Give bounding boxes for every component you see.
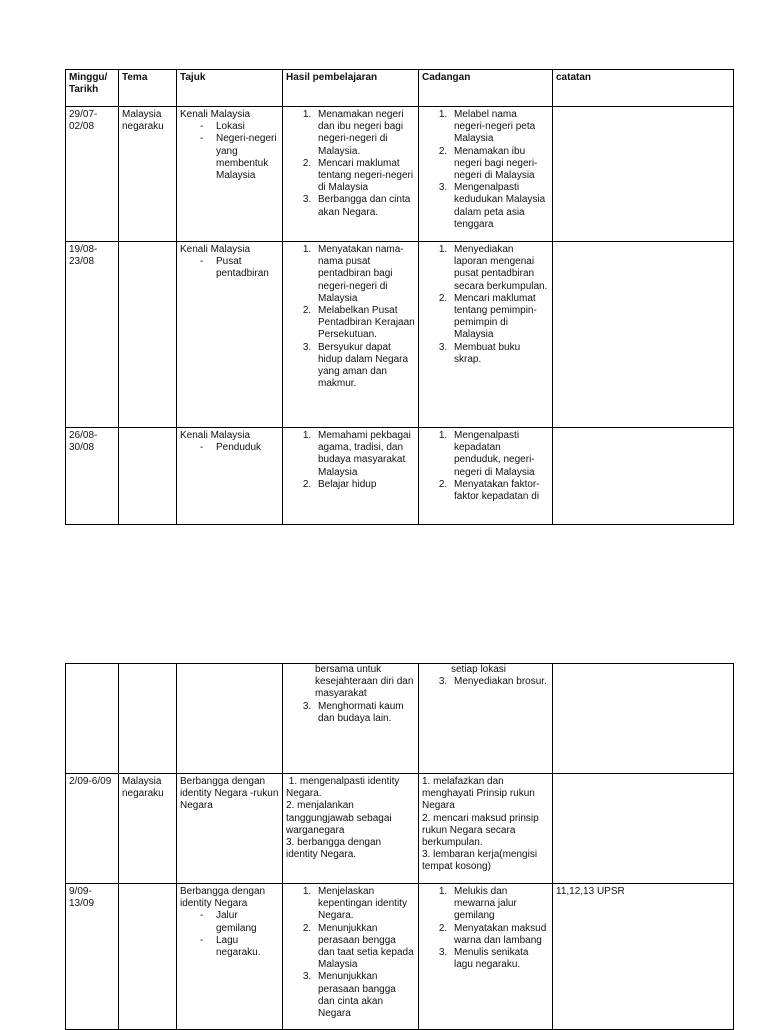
hasil-line: 1. mengenalpasti identity Negara.: [286, 776, 403, 800]
list-item: - Jalur gemilang: [200, 910, 279, 934]
hasil-list: [286, 886, 415, 1020]
list-item: 3. Menunjukkan perasaan bangga dan cinta akan Negara: [314, 971, 415, 1020]
cell-catatan: [553, 428, 734, 525]
tajuk-title: Kenali Malaysia: [180, 430, 251, 441]
cell-tarikh: [66, 664, 119, 774]
table-row: [66, 884, 734, 1030]
list-item: 1. Melukis dan mewarna jalur gemilang: [450, 886, 549, 923]
cell-cadangan: [419, 242, 553, 428]
header-catatan: catatan: [553, 70, 734, 107]
cell-hasil: [283, 428, 419, 525]
list-item: 2. Menyatakan maksud warna dan lambang: [450, 923, 549, 947]
tajuk-list: [180, 910, 279, 959]
tajuk-list: [180, 121, 279, 182]
hasil-list: [286, 109, 415, 219]
list-item: 2. Belajar hidup: [314, 479, 415, 491]
tajuk-title: Berbangga dengan identity Negara: [180, 886, 266, 910]
table-row-continuation: [66, 664, 734, 774]
hasil-line: 3. berbangga dengan identity Negara.: [286, 837, 382, 861]
cadangan-list: [422, 109, 549, 231]
cadangan-line: 2. mencari maksud prinsip rukun Negara secara berkumpulan.: [422, 812, 539, 849]
table-row: [66, 774, 734, 884]
list-item: 2. Melabelkan Pusat Pentadbiran Kerajaan Persekutuan.: [314, 305, 415, 342]
cell-cadangan: [419, 884, 553, 1030]
tajuk-list: [180, 442, 279, 454]
cell-cadangan: [419, 428, 553, 525]
cell-hasil: [283, 884, 419, 1030]
list-item: 2. Menyatakan faktor-faktor kepadatan di: [450, 479, 549, 503]
list-item: 3. Mengenalpasti kedudukan Malaysia dalam peta asia tenggara: [450, 182, 549, 231]
list-item: - Penduduk: [200, 442, 279, 454]
cell-tajuk: [177, 242, 283, 428]
list-item: - Pusat pentadbiran: [200, 256, 279, 280]
cell-catatan: [553, 107, 734, 242]
cell-hasil: [283, 242, 419, 428]
tajuk-title: Kenali Malaysia: [180, 109, 251, 120]
cell-tema: [119, 884, 177, 1030]
list-item: - Lagu negaraku.: [200, 935, 279, 959]
table-header-row: [66, 70, 734, 107]
list-item: 3. Berbangga dan cinta akan Negara.: [314, 194, 415, 218]
cell-tajuk: Berbangga dengan identity Negara -rukun Negara: [177, 774, 283, 884]
cell-tajuk: [177, 107, 283, 242]
cell-catatan: [553, 242, 734, 428]
cell-tarikh: 2/09-6/09: [66, 774, 119, 884]
list-item: 3. Menyediakan brosur.: [450, 676, 549, 688]
table-row: [66, 107, 734, 242]
list-item: 2. Menunjukkan perasaan bengga dan taat setia kepada Malaysia: [314, 923, 415, 972]
cell-tema: [119, 664, 177, 774]
list-item: 1. Menyediakan laporan mengenai pusat pentadbiran secara berkumpulan.: [450, 244, 549, 293]
cell-tarikh: 19/08-23/08: [66, 242, 119, 428]
cell-tajuk: [177, 428, 283, 525]
table-row: [66, 242, 734, 428]
cell-hasil: [283, 664, 419, 774]
cadangan-list: [422, 244, 549, 366]
list-item: 1. Menyatakan nama-nama pusat pentadbiran bagi negeri-negeri di Malaysia: [314, 244, 415, 305]
cell-catatan: [553, 774, 734, 884]
list-item: 1. Menjelaskan kepentingan identity Negara.: [314, 886, 415, 923]
list-item: 1. Melabel nama negeri-negeri peta Malaysia: [450, 109, 549, 146]
list-item: 3. Bersyukur dapat hidup dalam Negara yang aman dan makmur.: [314, 342, 415, 391]
list-item: 2. Mencari maklumat tentang negeri-negeri di Malaysia: [314, 158, 415, 195]
hasil-list: [286, 701, 415, 725]
list-item: 2. Mencari maklumat tentang pemimpin-pemimpin di Malaysia: [450, 293, 549, 342]
header-minggu-tarikh: Minggu/ Tarikh: [66, 70, 119, 107]
cell-tarikh: 26/08-30/08: [66, 428, 119, 525]
list-item: - Lokasi: [200, 121, 279, 133]
list-item: 1. Mengenalpasti kepadatan penduduk, negeri-negeri di Malaysia: [450, 430, 549, 479]
list-item: 3. Menulis senikata lagu negaraku.: [450, 947, 549, 971]
lesson-plan-table-page-2: [65, 663, 734, 1030]
cell-tajuk: [177, 884, 283, 1030]
cadangan-list: [422, 676, 549, 688]
table-row: [66, 428, 734, 525]
list-item: 1. Memahami pekbagai agama, tradisi, dan budaya masyarakat Malaysia: [314, 430, 415, 479]
tajuk-title: Kenali Malaysia: [180, 244, 251, 255]
list-item: 1. Menamakan negeri dan ibu negeri bagi negeri-negeri di Malaysia.: [314, 109, 415, 158]
header-hasil-pembelajaran: Hasil pembelajaran: [283, 70, 419, 107]
cell-cadangan: [419, 664, 553, 774]
cadangan-list: [422, 430, 549, 503]
cell-tema: [119, 428, 177, 525]
cell-tema: Malaysia negaraku: [119, 774, 177, 884]
cadangan-list: [422, 886, 549, 971]
cell-tarikh: 9/09-13/09: [66, 884, 119, 1030]
hasil-line: 2. menjalankan tanggungjawab sebagai warganegara: [286, 800, 392, 836]
list-item: 3. Menghormati kaum dan budaya lain.: [314, 701, 415, 725]
lesson-plan-table-page-1: [65, 69, 734, 525]
hasil-continued-text: bersama untuk kesejahteraan diri dan masyarakat: [315, 664, 414, 700]
cadangan-line: 1. melafazkan dan menghayati Prinsip rukun Negara: [422, 776, 535, 812]
tajuk-list: [180, 256, 279, 280]
list-item: 3. Membuat buku skrap.: [450, 342, 549, 366]
list-item: - Negeri-negeri yang membentuk Malaysia: [200, 133, 279, 182]
cell-tarikh: 29/07-02/08: [66, 107, 119, 242]
cadangan-line: 3. lembaran kerja(mengisi tempat kosong): [422, 849, 538, 873]
cell-catatan: 11,12,13 UPSR: [553, 884, 734, 1030]
hasil-list: [286, 430, 415, 491]
cell-catatan: [553, 664, 734, 774]
header-tajuk: Tajuk: [177, 70, 283, 107]
cell-tajuk: [177, 664, 283, 774]
cell-tema: [119, 242, 177, 428]
cell-hasil: [283, 107, 419, 242]
header-tema: Tema: [119, 70, 177, 107]
cell-tema: Malaysia negaraku: [119, 107, 177, 242]
cell-cadangan: [419, 774, 553, 884]
hasil-list: [286, 244, 415, 390]
cell-hasil: [283, 774, 419, 884]
cell-cadangan: [419, 107, 553, 242]
header-cadangan: Cadangan: [419, 70, 553, 107]
list-item: 2. Menamakan ibu negeri bagi negeri-negeri di Malaysia: [450, 146, 549, 183]
cadangan-continued-text: setiap lokasi: [451, 664, 507, 675]
